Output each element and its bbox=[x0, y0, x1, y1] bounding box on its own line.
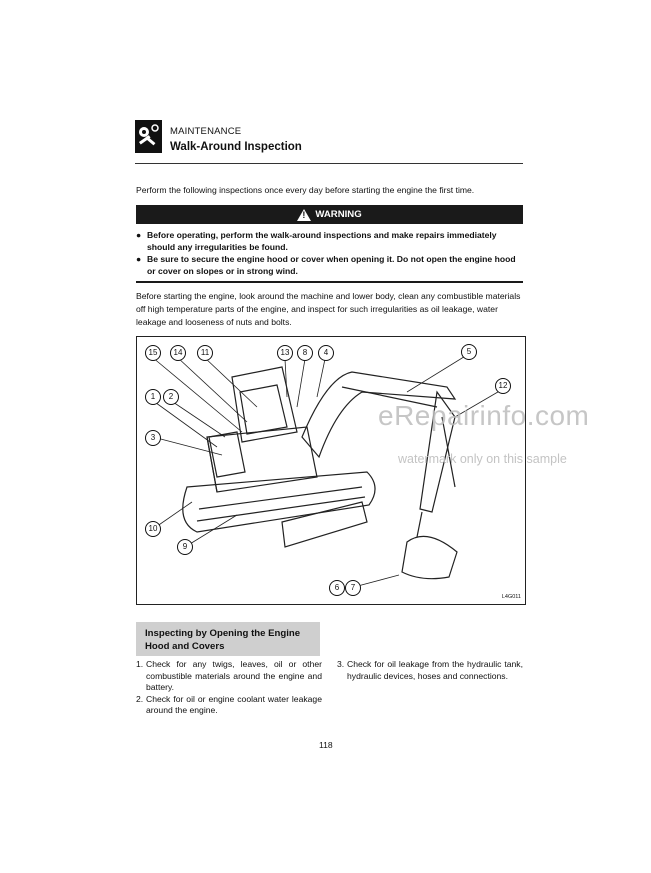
subsection-title: Inspecting by Opening the Engine Hood and Covers bbox=[145, 628, 301, 652]
callout-8: 8 bbox=[297, 345, 313, 361]
callout-12: 12 bbox=[495, 378, 511, 394]
checklist-item bbox=[337, 659, 523, 682]
item-number: 2. bbox=[136, 693, 144, 704]
callout-4: 4 bbox=[318, 345, 334, 361]
intro-text: Perform the following inspections once every day before starting the engine the first time. bbox=[136, 185, 475, 195]
figure-code: L4G011 bbox=[501, 594, 521, 600]
callout-10: 10 bbox=[145, 521, 161, 537]
item-text: Check for oil leakage from the hydraulic tank, hydraulic devices, hoses and connections. bbox=[347, 659, 523, 681]
checklist-item bbox=[136, 694, 322, 717]
warning-triangle-icon bbox=[297, 209, 311, 221]
warning-item bbox=[136, 229, 526, 253]
callout-14: 14 bbox=[170, 345, 186, 361]
callout-13: 13 bbox=[277, 345, 293, 361]
checklist-left-column bbox=[136, 659, 322, 717]
page-title: Walk-Around Inspection bbox=[170, 141, 302, 153]
bullet: ● bbox=[136, 254, 142, 264]
callout-15: 15 bbox=[145, 345, 161, 361]
warning-item-text: Before operating, perform the walk-around inspections and make repairs immediately should any irregularities be found. bbox=[147, 230, 497, 252]
excavator-figure bbox=[136, 336, 526, 605]
callout-1: 1 bbox=[145, 389, 161, 405]
warning-label: WARNING bbox=[315, 209, 362, 220]
bullet: ● bbox=[136, 230, 142, 240]
page-number: 118 bbox=[319, 740, 333, 750]
callout-6: 6 bbox=[329, 580, 345, 596]
header-divider bbox=[135, 163, 523, 164]
checklist-item bbox=[136, 659, 322, 694]
maintenance-wrench-icon bbox=[135, 120, 162, 153]
warning-banner bbox=[136, 205, 523, 224]
excavator-illustration bbox=[137, 337, 525, 604]
watermark-site: eRepairinfo.com bbox=[378, 400, 590, 431]
callout-2: 2 bbox=[163, 389, 179, 405]
callout-7: 7 bbox=[345, 580, 361, 596]
warning-bottom-rule bbox=[136, 281, 523, 283]
body-paragraph: Before starting the engine, look around the machine and lower body, clean any combustible materials off high temperature parts of the engine, and inspect for such irregularities as oil leakage, water leakage and looseness of nuts and bolts. bbox=[136, 291, 521, 327]
warning-item-text: Be sure to secure the engine hood or cover when opening it. Do not open the engine hood or cover on slopes or in strong wind. bbox=[147, 254, 516, 276]
callout-5: 5 bbox=[461, 344, 477, 360]
warning-item bbox=[136, 253, 526, 277]
callout-3: 3 bbox=[145, 430, 161, 446]
item-text: Check for oil or engine coolant water leakage around the engine. bbox=[146, 693, 322, 715]
callout-11: 11 bbox=[197, 345, 213, 361]
item-text: Check for any twigs, leaves, oil or other combustible materials around the engine and battery. bbox=[146, 659, 322, 692]
item-number: 3. bbox=[337, 659, 345, 669]
callout-9: 9 bbox=[177, 539, 193, 555]
watermark-note: watermark only on this sample bbox=[398, 452, 567, 466]
checklist-right-column bbox=[337, 659, 523, 682]
item-number: 1. bbox=[136, 659, 144, 669]
section-label: MAINTENANCE bbox=[170, 126, 242, 137]
warning-list bbox=[136, 229, 526, 277]
